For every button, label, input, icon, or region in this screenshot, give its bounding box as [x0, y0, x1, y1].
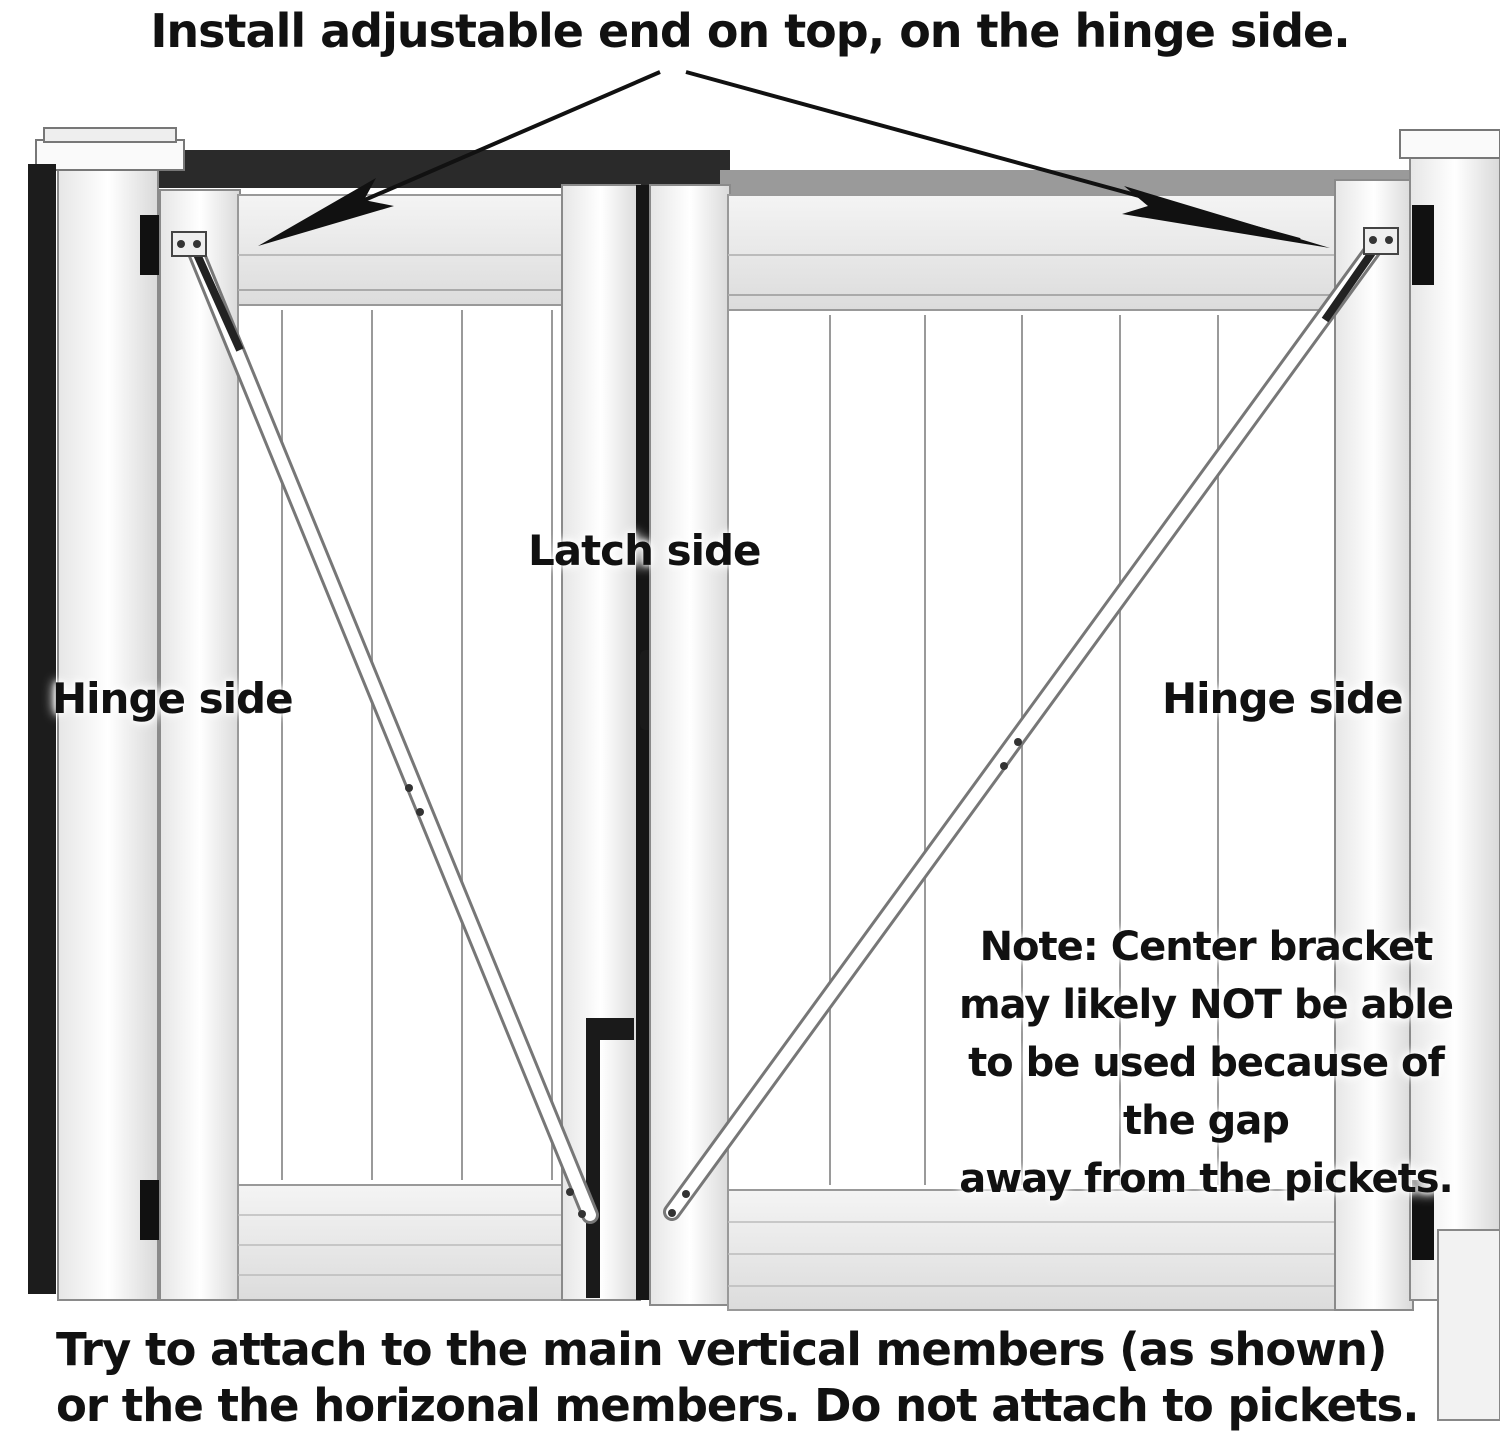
note-line: Note: Center bracket — [979, 924, 1433, 970]
instruction-line: or the the horizonal members. Do not attach to pickets. — [56, 1379, 1419, 1432]
note-line: may likely NOT be able — [958, 982, 1454, 1028]
background — [0, 100, 1500, 198]
instruction-line: Try to attach to the main vertical members (as shown) — [56, 1323, 1387, 1376]
note-line: to be used because of — [968, 1040, 1444, 1086]
note-line: the gap — [1123, 1098, 1289, 1144]
latch-side-label: Latch side — [528, 526, 761, 575]
instruction-title: Install adjustable end on top, on the hinge side. — [150, 4, 1350, 58]
attachment-instructions — [56, 1322, 1418, 1434]
right-post — [1400, 130, 1500, 1420]
hinge-side-label-left: Hinge side — [52, 674, 293, 723]
hinge-side-label-right: Hinge side — [1162, 674, 1403, 723]
note-line: away from the pickets. — [959, 1156, 1453, 1202]
center-bracket-note — [928, 918, 1484, 1208]
